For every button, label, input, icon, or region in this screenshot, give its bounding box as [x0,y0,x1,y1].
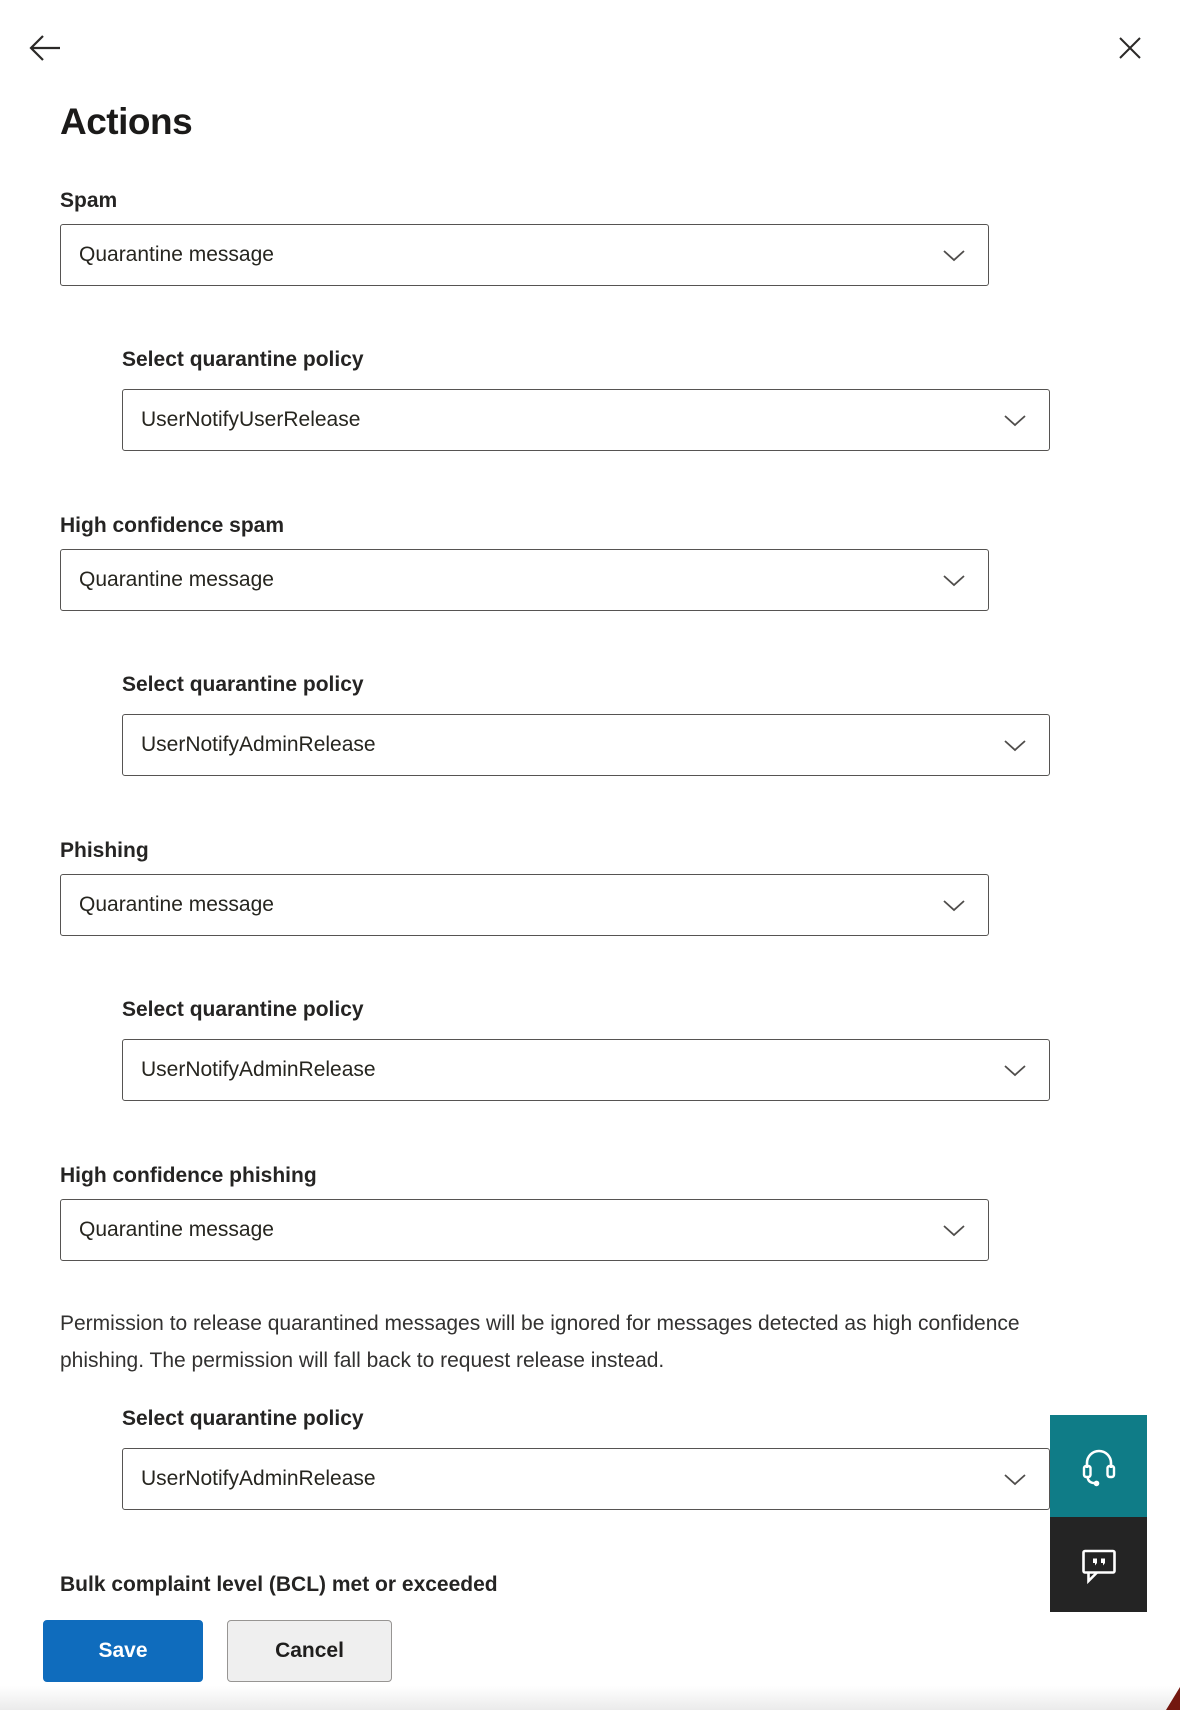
chevron-down-icon [1003,739,1027,752]
phishing-policy-label: Select quarantine policy [122,998,364,1021]
close-icon [1118,36,1142,60]
dropdown-value: Quarantine message [79,243,274,266]
high-confidence-phishing-policy-dropdown[interactable] [122,1448,1050,1510]
high-confidence-phishing-policy-label: Select quarantine policy [122,1407,364,1430]
back-arrow-icon [28,32,62,64]
phishing-policy-dropdown[interactable] [122,1039,1050,1101]
chevron-down-icon [942,899,966,912]
page-title: Actions [60,101,193,142]
spam-policy-label: Select quarantine policy [122,348,364,371]
high-confidence-spam-action-dropdown[interactable] [60,549,989,611]
section-label-spam: Spam [60,189,118,212]
back-button[interactable] [24,28,66,68]
dropdown-value: UserNotifyAdminRelease [141,1467,376,1490]
chevron-down-icon [1003,1064,1027,1077]
high-confidence-phishing-note: Permission to release quarantined messages will be ignored for messages detected as high confidence phishing. The permission will fall back to request release instead. [60,1312,1020,1372]
spam-action-dropdown[interactable] [60,224,989,286]
corner-artifact [1166,1687,1180,1710]
dropdown-value: Quarantine message [79,568,274,591]
cancel-button[interactable]: Cancel [227,1620,392,1682]
section-label-phishing: Phishing [60,839,149,862]
dropdown-value: Quarantine message [79,1218,274,1241]
section-label-high-confidence-spam: High confidence spam [60,514,285,537]
headset-icon [1076,1442,1122,1490]
feedback-button[interactable] [1050,1517,1147,1612]
help-button[interactable] [1050,1415,1147,1517]
save-button[interactable]: Save [43,1620,203,1682]
chevron-down-icon [942,574,966,587]
chevron-down-icon [942,1224,966,1237]
chevron-down-icon [942,249,966,262]
footer-bar [0,1600,1180,1710]
high-confidence-phishing-action-dropdown[interactable] [60,1199,989,1261]
chevron-down-icon [1003,1473,1027,1486]
dropdown-value: UserNotifyAdminRelease [141,733,376,756]
feedback-chat-icon [1076,1542,1122,1588]
dropdown-value: Quarantine message [79,893,274,916]
dropdown-value: UserNotifyAdminRelease [141,1058,376,1081]
section-label-high-confidence-phishing: High confidence phishing [60,1164,317,1187]
high-confidence-spam-policy-label: Select quarantine policy [122,673,364,696]
section-label-bulk-complaint-level: Bulk complaint level (BCL) met or exceeded [60,1573,498,1596]
chevron-down-icon [1003,414,1027,427]
phishing-action-dropdown[interactable] [60,874,989,936]
dropdown-value: UserNotifyUserRelease [141,408,361,431]
high-confidence-spam-policy-dropdown[interactable] [122,714,1050,776]
close-button[interactable] [1114,32,1146,64]
spam-policy-dropdown[interactable] [122,389,1050,451]
